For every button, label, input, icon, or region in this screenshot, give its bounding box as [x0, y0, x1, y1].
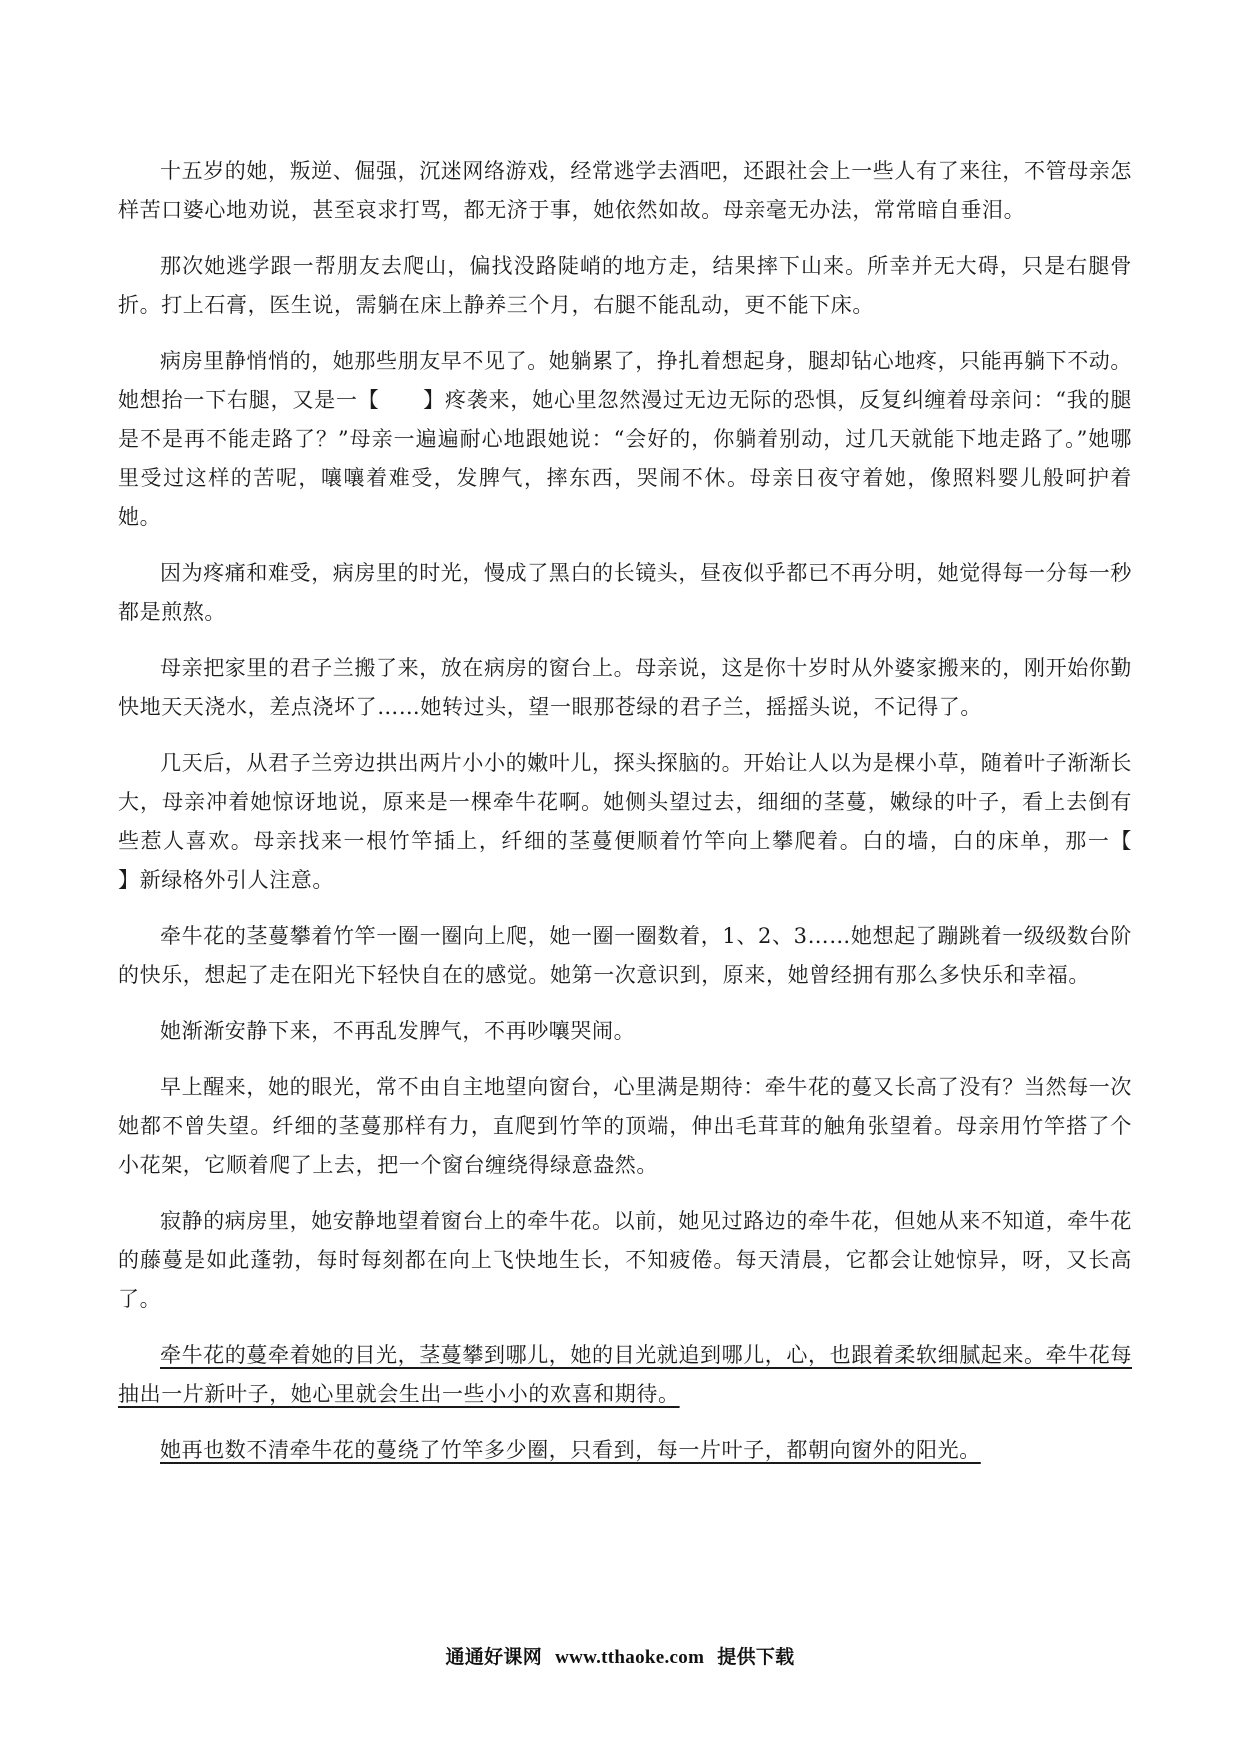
paragraph-2: 那次她逃学跟一帮朋友去爬山，偏找没路陡峭的地方走，结果摔下山来。所幸并无大碍，只是右腿骨折。打上石膏，医生说，需躺在床上静养三个月，右腿不能乱动，更不能下床。 — [118, 254, 1132, 317]
paragraph-8: 她渐渐安静下来，不再乱发脾气，不再吵嚷哭闹。 — [160, 1019, 636, 1043]
article-body — [118, 152, 1176, 1487]
paragraph-7: 牵牛花的茎蔓攀着竹竿一圈一圈向上爬，她一圈一圈数着，1、2、3……她想起了蹦跳着一级级数台阶的快乐，想起了走在阳光下轻快自在的感觉。她第一次意识到，原来，她曾经拥有那么多快乐和幸福。 — [118, 924, 1132, 987]
paragraph-4: 因为疼痛和难受，病房里的时光，慢成了黑白的长镜头，昼夜似乎都已不再分明，她觉得每一分每一秒都是煎熬。 — [118, 561, 1132, 624]
footer-suffix: 提供下载 — [717, 1647, 795, 1668]
paragraph-6: 几天后，从君子兰旁边拱出两片小小的嫩叶儿，探头探脑的。开始让人以为是棵小草，随着叶子渐渐长大，母亲冲着她惊讶地说，原来是一棵牵牛花啊。她侧头望过去，细细的茎蔓，嫩绿的叶子，看上去倒有些惹人喜欢。母亲找来一根竹竿插上，纤细的茎蔓便顺着竹竿向上攀爬着。白的墙，白的床单，那一【 】新绿格外引人注意。 — [118, 751, 1176, 892]
paragraph-11-underlined: 牵牛花的蔓牵着她的目光，茎蔓攀到哪儿，她的目光就追到哪儿，心，也跟着柔软细腻起来。牵牛花每抽出一片新叶子，她心里就会生出一些小小的欢喜和期待。 — [118, 1343, 1132, 1406]
footer-url: www.tthaoke.com — [555, 1647, 705, 1668]
paragraph-10: 寂静的病房里，她安静地望着窗台上的牵牛花。以前，她见过路边的牵牛花，但她从来不知道，牵牛花的藤蔓是如此蓬勃，每时每刻都在向上飞快地生长，不知疲倦。每天清晨，它都会让她惊异，呀，又长高了。 — [118, 1209, 1132, 1311]
paragraph-1: 十五岁的她，叛逆、倔强，沉迷网络游戏，经常逃学去酒吧，还跟社会上一些人有了来往，不管母亲怎样苦口婆心地劝说，甚至哀求打骂，都无济于事，她依然如故。母亲毫无办法，常常暗自垂泪。 — [118, 159, 1132, 222]
footer-site-name: 通通好课网 — [445, 1647, 543, 1668]
paragraph-3: 病房里静悄悄的，她那些朋友早不见了。她躺累了，挣扎着想起身，腿却钻心地疼，只能再躺下不动。她想抬一下右腿，又是一【 】疼袭来，她心里忽然漫过无边无际的恐惧，反复纠缠着母亲问：“我的腿是不是再不能走路了？”母亲一遍遍耐心地跟她说：“会好的，你躺着别动，过几天就能下地走路了。”她哪里受过这样的苦呢，嚷嚷着难受，发脾气，摔东西，哭闹不休。母亲日夜守着她，像照料婴儿般呵护着她。 — [118, 349, 1132, 529]
page-footer — [0, 1642, 1240, 1669]
paragraph-12-underlined: 她再也数不清牵牛花的蔓绕了竹竿多少圈，只看到，每一片叶子，都朝向窗外的阳光。 — [160, 1438, 981, 1462]
paragraph-5: 母亲把家里的君子兰搬了来，放在病房的窗台上。母亲说，这是你十岁时从外婆家搬来的，刚开始你勤快地天天浇水，差点浇坏了……她转过头，望一眼那苍绿的君子兰，摇摇头说，不记得了。 — [118, 656, 1132, 719]
paragraph-9: 早上醒来，她的眼光，常不由自主地望向窗台，心里满是期待：牵牛花的蔓又长高了没有？当然每一次她都不曾失望。纤细的茎蔓那样有力，直爬到竹竿的顶端，伸出毛茸茸的触角张望着。母亲用竹竿搭了个小花架，它顺着爬了上去，把一个窗台缠绕得绿意盎然。 — [118, 1075, 1132, 1177]
